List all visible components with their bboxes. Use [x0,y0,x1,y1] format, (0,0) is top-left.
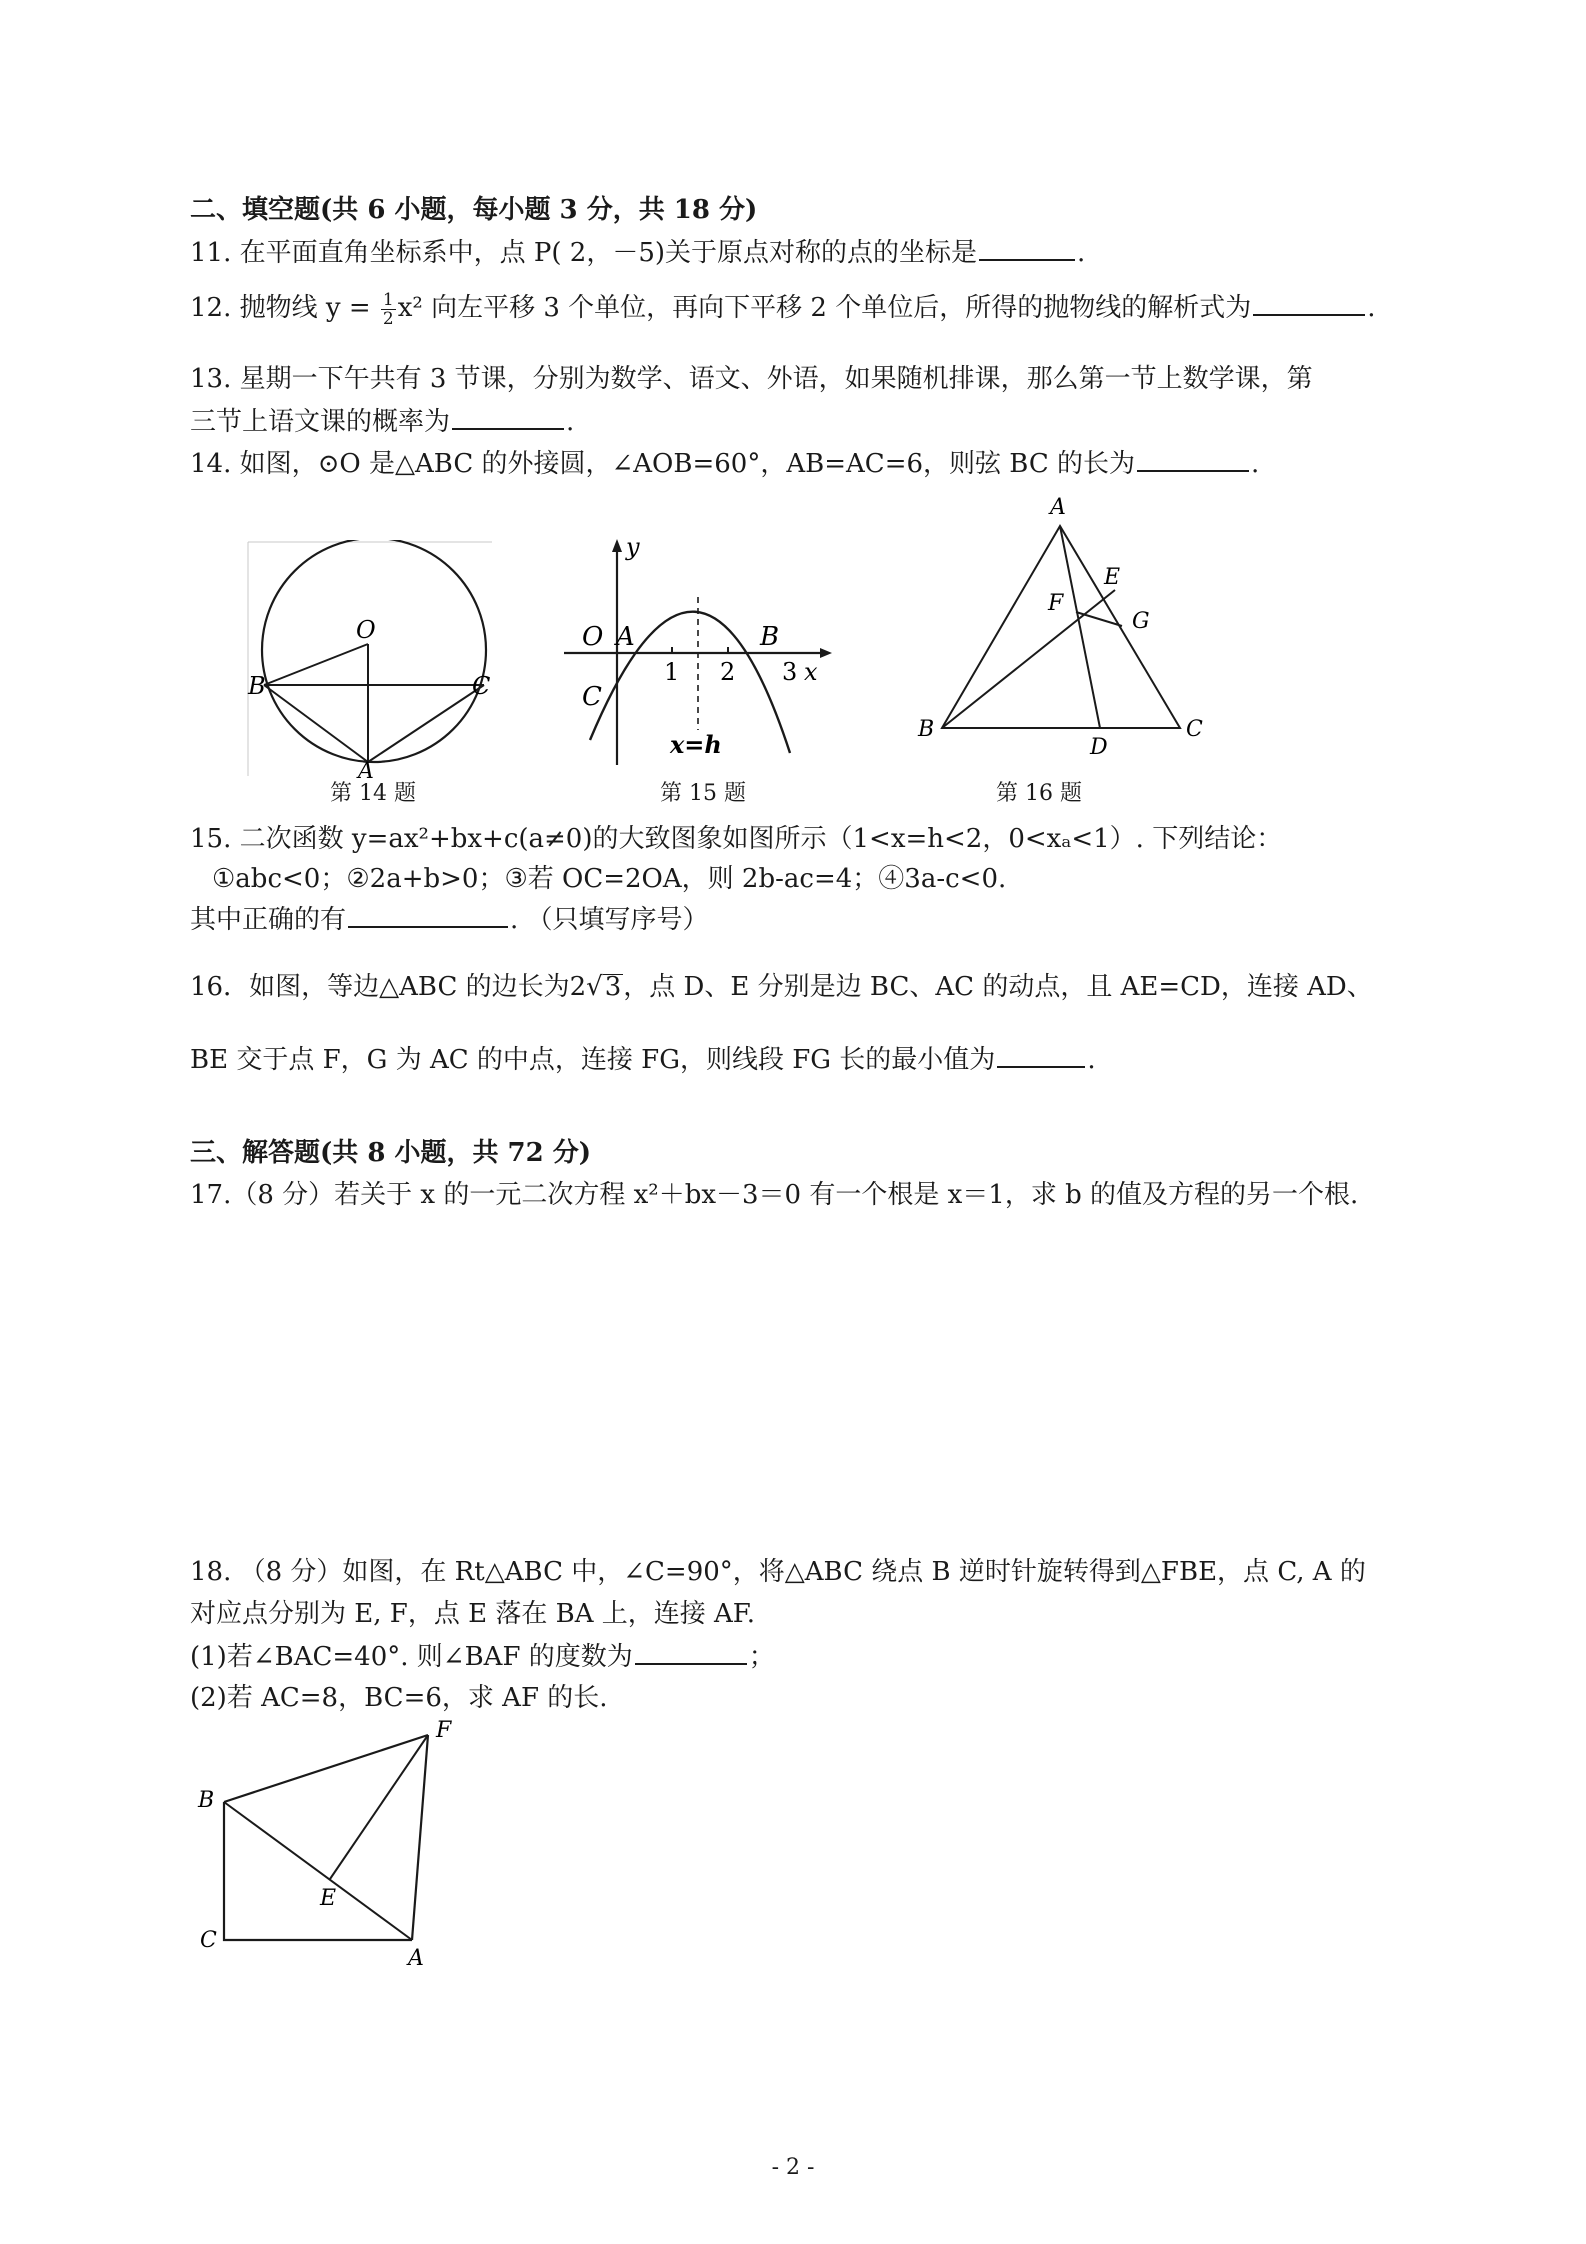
fig14-label-b: B [248,672,266,700]
fig18-label-b: B [198,1788,215,1813]
fig15-label-x: x [804,658,818,686]
question-16-text: BE 交于点 F，G 为 AC 的中点，连接 FG，则线段 FG 长的最小值为 [190,1045,996,1075]
fig16-label-b: B [918,717,935,742]
question-11 [190,235,1085,270]
answer-blank-12[interactable] [1253,290,1365,316]
fig15-tick-3: 3 [782,658,798,686]
fig14-label-o: O [356,616,376,644]
sqrt-radicand: 3 [604,972,622,1002]
question-12-end: . [1367,293,1376,323]
fig18-label-c: C [200,1928,217,1953]
fig14-label-a: A [358,759,374,780]
fig16-label-d: D [1090,735,1108,760]
figure-16-triangle [910,490,1230,760]
figure-18-quadrilateral [190,1715,480,1970]
fig15-tick-1: 1 [664,658,680,686]
fig16-label-e: E [1104,565,1121,590]
question-12-pre: 12. 抛物线 y = [190,293,371,323]
fig15-tick-2: 2 [720,658,736,686]
question-15-end: . （只填写序号） [510,905,709,935]
fig18-label-f: F [436,1718,452,1743]
question-18-text: (1)若∠BAC=40°. 则∠BAF 的度数为 [190,1642,633,1672]
question-18-line-3 [190,1639,775,1674]
question-14-end: . [1251,449,1260,479]
question-18-end: ； [748,1642,775,1672]
fig15-label-b: B [760,622,780,652]
section-2-title: 二、填空题(共 6 小题，每小题 3 分，共 18 分) [190,195,758,225]
fig16-label-a: A [1050,495,1066,520]
question-18-line-4: (2)若 AC=8，BC=6，求 AF 的长. [190,1683,608,1713]
fig18-label-e: E [320,1886,337,1911]
question-15-line-3 [190,902,709,937]
question-12-mid: x² 向左平移 3 个单位，再向下平移 2 个单位后，所得的抛物线的解析式为 [397,293,1252,323]
question-18-line-2: 对应点分别为 E, F，点 E 落在 BA 上，连接 AF. [190,1599,756,1629]
question-13-text: 三节上语文课的概率为 [190,407,451,437]
question-16-line-1 [190,970,1373,1004]
page-number: - 2 - [771,2155,815,2180]
figure-16-caption: 第 16 题 [996,781,1082,806]
fig14-label-c: C [472,672,491,700]
question-14-text: 14. 如图，⊙O 是△ABC 的外接圆，∠AOB=60°，AB=AC=6，则弦 BC 的长为 [190,449,1136,479]
section-3-title: 三、解答题(共 8 小题，共 72 分) [190,1138,592,1168]
question-17: 17.（8 分）若关于 x 的一元二次方程 x²＋bx－3＝0 有一个根是 x＝1，求 b 的值及方程的另一个根. [190,1180,1359,1210]
fraction-numerator: 1 [382,289,394,310]
question-13-line-1: 13. 星期一下午共有 3 节课，分别为数学、语文、外语，如果随机排课，那么第一节上数学课，第 [190,364,1313,394]
fraction-denominator: 2 [382,308,394,329]
answer-blank-14[interactable] [1137,446,1249,472]
question-13-end: . [566,407,575,437]
figure-14-circle [246,540,496,780]
figure-15-parabola [560,535,840,775]
fig16-label-c: C [1186,717,1203,742]
fraction-one-half [381,291,396,328]
fig15-label-a: A [616,622,635,652]
answer-blank-15[interactable] [348,902,508,928]
fig15-label-o: O [582,622,604,652]
question-16-end: . [1087,1045,1096,1075]
figure-14-caption: 第 14 题 [330,781,416,806]
question-14 [190,446,1259,481]
question-16-line-2 [190,1042,1096,1077]
question-12 [190,290,1375,328]
question-15-text: 其中正确的有 [190,905,347,935]
sqrt-sign: √ [586,972,603,1002]
question-15-line-2: ①abc<0；②2a+b>0；③若 OC=2OA，则 2b-ac=4；④3a-c<0. [212,864,1007,894]
question-11-text: 11. 在平面直角坐标系中，点 P( 2，－5)关于原点对称的点的坐标是 [190,238,978,268]
answer-blank-16[interactable] [997,1042,1085,1068]
fig18-label-a: A [408,1946,424,1970]
question-18-line-1: 18. （8 分）如图，在 Rt△ABC 中，∠C=90°，将△ABC 绕点 B 逆时针旋转得到△FBE，点 C, A 的 [190,1557,1366,1587]
fig15-axis-label: x=h [670,730,722,759]
question-16-pre: 16．如图，等边△ABC 的边长为2 [190,972,587,1002]
question-15-line-1: 15. 二次函数 y=ax²+bx+c(a≠0)的大致图象如图所示（1<x=h<2，0<xₐ<1）. 下列结论： [190,824,1283,854]
question-13-line-2 [190,404,574,439]
figure-15-caption: 第 15 题 [660,781,746,806]
fig16-label-f: F [1048,591,1064,616]
question-11-end: . [1077,238,1086,268]
fig16-label-g: G [1132,609,1150,634]
answer-blank-18[interactable] [635,1639,747,1665]
fig15-label-c: C [582,682,602,712]
answer-blank-13[interactable] [452,404,564,430]
question-16-post: ，点 D、E 分别是边 BC、AC 的动点，且 AE=CD，连接 AD、 [623,972,1373,1002]
fig15-label-y: y [626,535,640,561]
answer-blank-11[interactable] [979,235,1075,261]
